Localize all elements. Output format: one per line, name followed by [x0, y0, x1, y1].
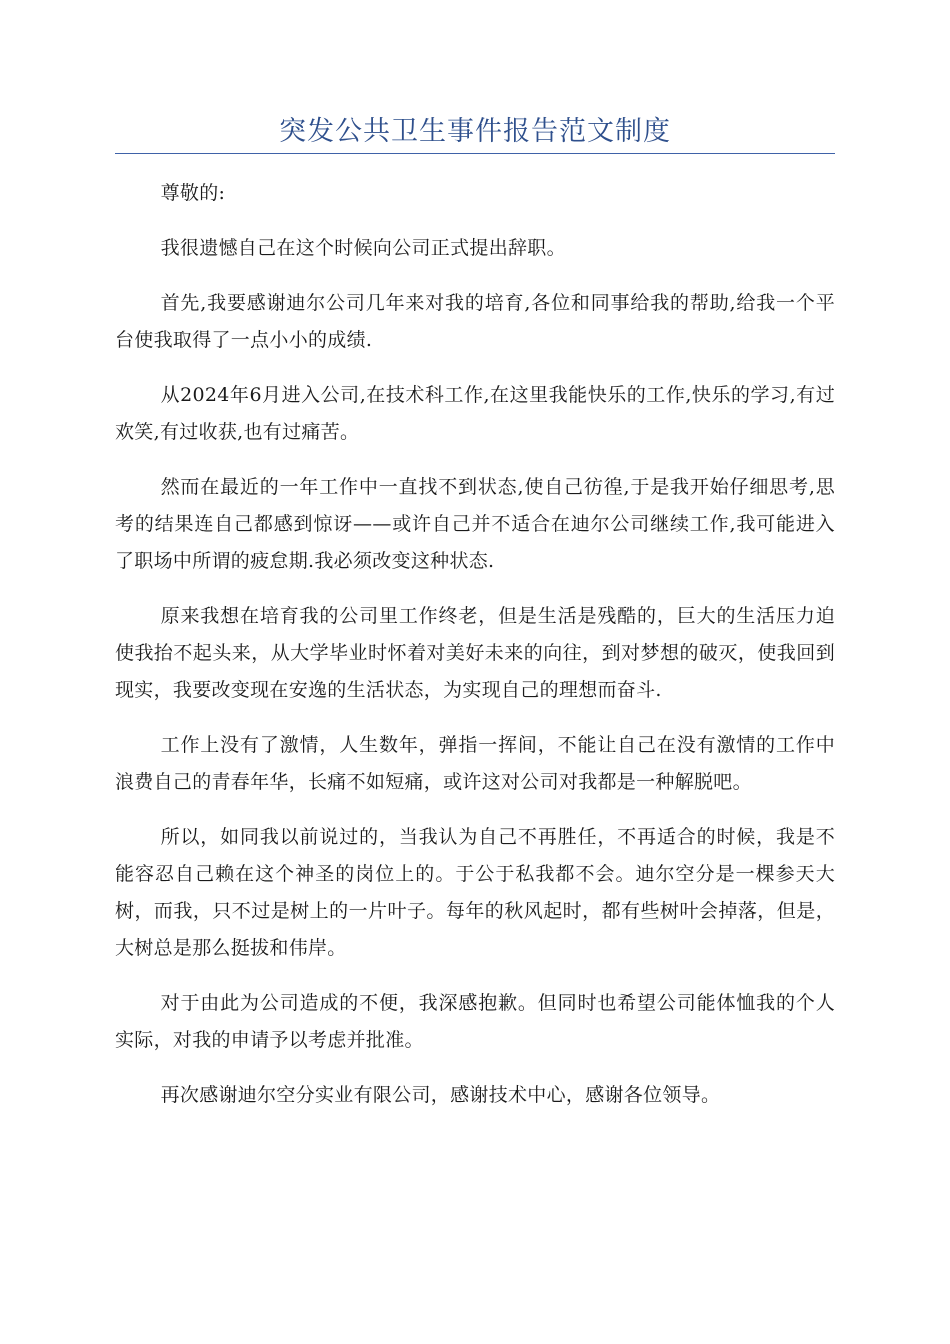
paragraph: 我很遗憾自己在这个时候向公司正式提出辞职。	[160, 237, 566, 259]
paragraph: 对于由此为公司造成的不便，我深感抱歉。但同时也希望公司能体恤我的个人实际，对我的申请予以考虑并批准。	[115, 992, 835, 1051]
paragraph: 然而在最近的一年工作中一直找不到状态,使自己彷徨,于是我开始仔细思考,思考的结果连自己都感到惊讶——或许自己并不适合在迪尔公司继续工作,我可能进入了职场中所谓的疲怠期.我必须改变这种状态.	[115, 476, 835, 572]
document-body	[115, 175, 835, 1132]
document-title: 突发公共卫生事件报告范文制度	[279, 116, 671, 147]
paragraph: 首先,我要感谢迪尔公司几年来对我的培育,各位和同事给我的帮助,给我一个平台使我取得了一点小小的成绩.	[115, 292, 835, 351]
closing-paragraph: 再次感谢迪尔空分实业有限公司，感谢技术中心，感谢各位领导。	[160, 1084, 721, 1106]
title-underline	[115, 153, 835, 154]
paragraph: 所以，如同我以前说过的，当我认为自己不再胜任，不再适合的时候，我是不能容忍自己赖在这个神圣的岗位上的。于公于私我都不会。迪尔空分是一棵参天大树，而我，只不过是树上的一片叶子。每年的秋风起时，都有些树叶会掉落，但是，大树总是那么挺拔和伟岸。	[115, 826, 835, 959]
salutation: 尊敬的:	[160, 182, 226, 204]
paragraph: 工作上没有了激情，人生数年，弹指一挥间，不能让自己在没有激情的工作中浪费自己的青春年华，长痛不如短痛，或许这对公司对我都是一种解脱吧。	[115, 734, 835, 793]
paragraph: 从2024年6月进入公司,在技术科工作,在这里我能快乐的工作,快乐的学习,有过欢笑,有过收获,也有过痛苦。	[115, 384, 835, 443]
paragraph: 原来我想在培育我的公司里工作终老，但是生活是残酷的，巨大的生活压力迫使我抬不起头来，从大学毕业时怀着对美好未来的向往，到对梦想的破灭，使我回到现实，我要改变现在安逸的生活状态，为实现自己的理想而奋斗.	[115, 605, 835, 701]
